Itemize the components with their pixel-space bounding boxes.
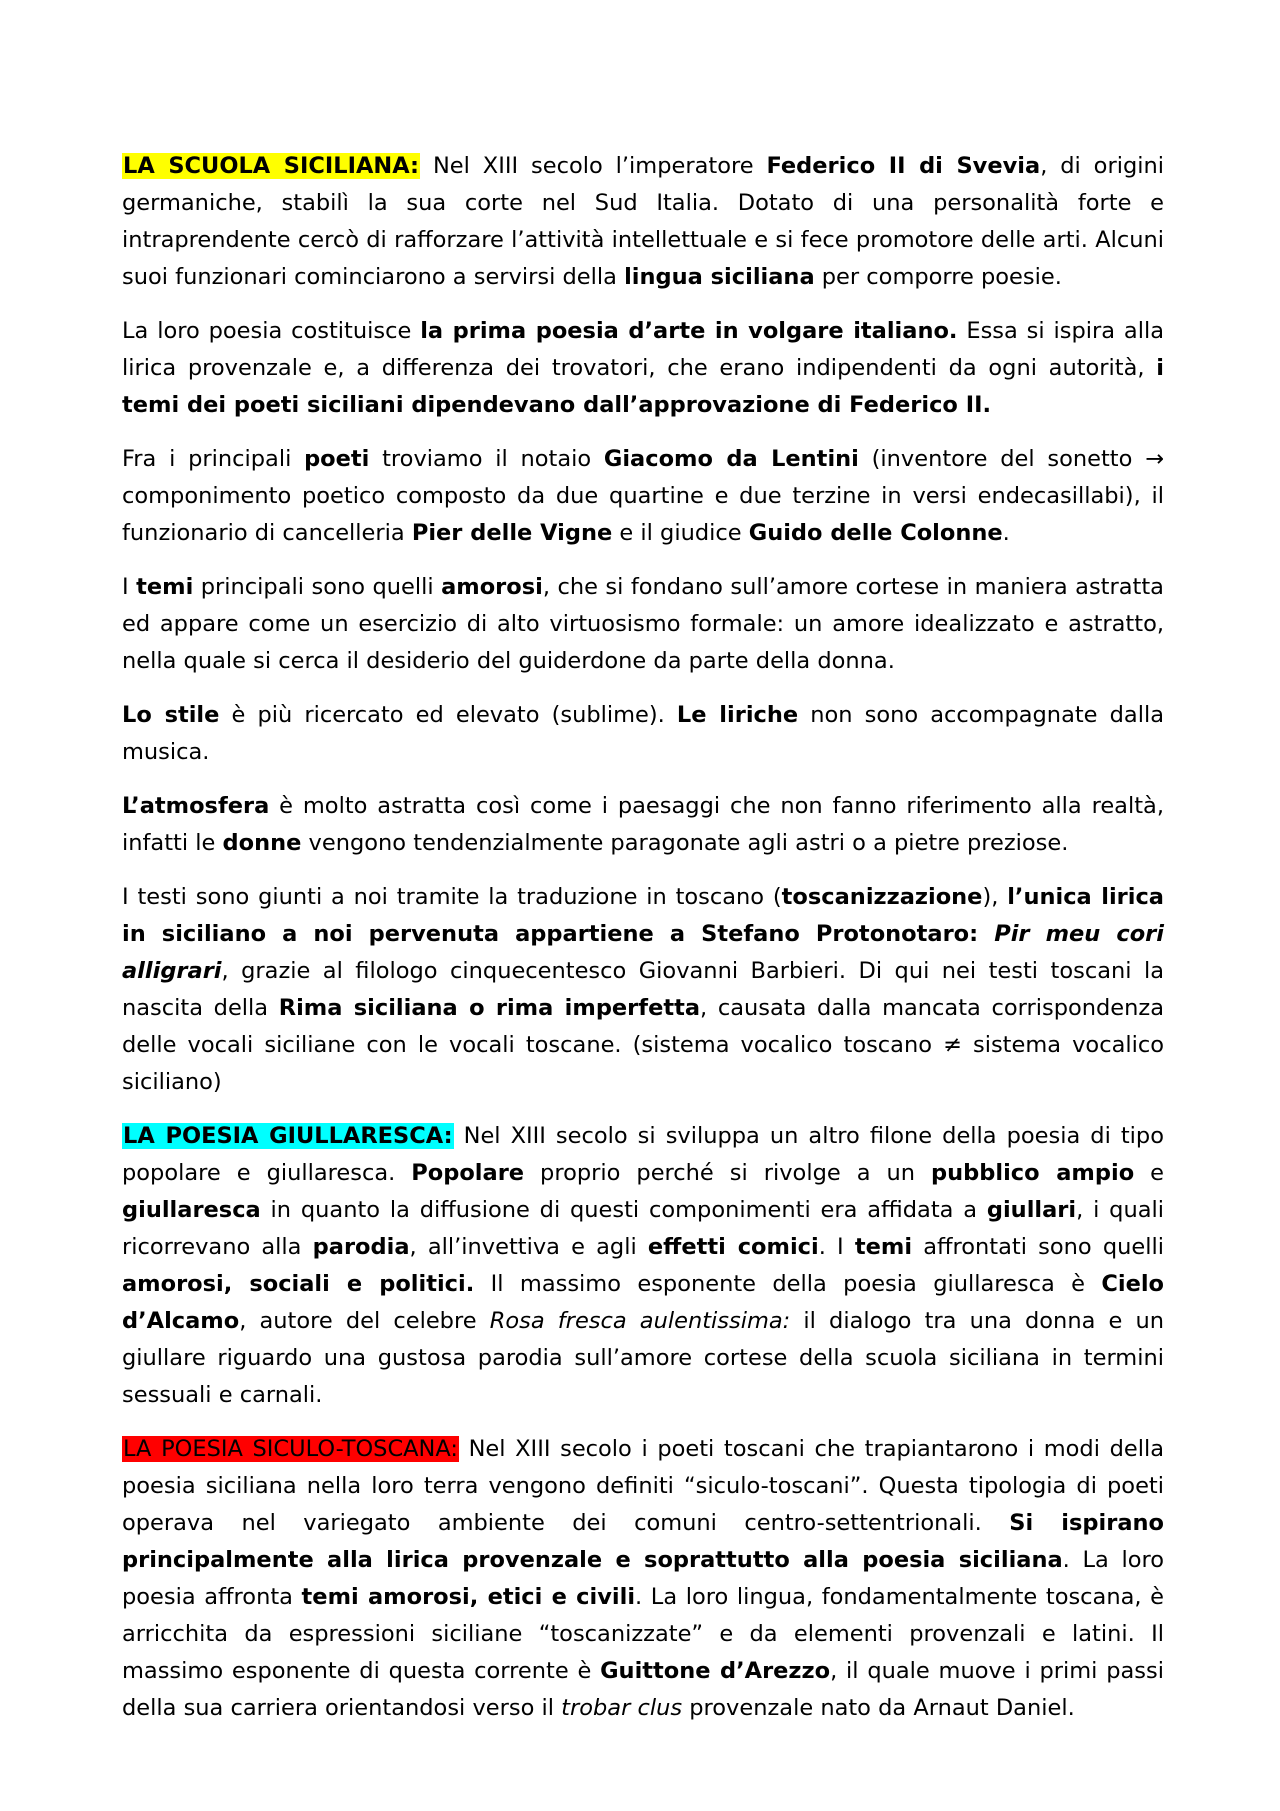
- bold-italic-text: Pir meu cori alligrari: [122, 921, 1164, 984]
- text-run: .: [1002, 520, 1010, 546]
- text-run: . La loro poesia affronta: [122, 1547, 1164, 1610]
- text-run: , all’invettiva e agli: [409, 1234, 648, 1260]
- bold-text: pubblico ampio: [931, 1160, 1135, 1186]
- bold-text: giullari: [986, 1197, 1077, 1223]
- paragraph: [122, 788, 1164, 862]
- section-heading: LA SCUOLA SICILIANA:: [123, 153, 420, 179]
- bold-text: parodia: [312, 1234, 410, 1260]
- text-run: Nel XIII secolo i poeti toscani che trapiantarono i modi della poesia siciliana nella loro terra vengono definiti “siculo-toscani”. Questa tipologia di poeti operava nel variegato ambiente dei comuni centro-settentrionali.: [122, 1436, 1164, 1536]
- text-run: per comporre poesie.: [814, 264, 1062, 290]
- text-run: . I: [818, 1234, 855, 1260]
- text-run: proprio perché si rivolge a un: [524, 1160, 932, 1186]
- bold-text: la prima poesia d’arte in volgare italiano.: [420, 318, 958, 344]
- bold-text: i temi dei poeti siciliani dipendevano dall’approvazione di Federico II.: [122, 355, 1164, 418]
- section-heading: LA POESIA SICULO-TOSCANA:: [123, 1436, 458, 1462]
- text-run: non sono accompagnate dalla musica.: [122, 702, 1164, 765]
- bold-text: temi amorosi, etici e civili: [301, 1584, 636, 1610]
- bold-text: amorosi, sociali e politici.: [122, 1271, 475, 1297]
- bold-text: Le liriche: [676, 702, 799, 728]
- text-run: , di origini germaniche, stabilì la sua corte nel Sud Italia. Dotato di una personalità forte e intraprendente cercò di rafforzare l’attività intellettuale e si fece promotore delle arti. Alcuni suoi funzionari cominciarono a servirsi della: [122, 153, 1164, 290]
- paragraph: [122, 569, 1164, 680]
- text-run: è molto astratta così come i paesaggi che non fanno riferimento alla realtà, infatti le: [122, 793, 1164, 856]
- text-run: e: [1134, 1160, 1165, 1186]
- bold-text: donne: [222, 830, 302, 856]
- italic-text: trobar clus: [561, 1695, 683, 1721]
- paragraph: [122, 879, 1164, 1101]
- bold-text: Federico II di Svevia: [766, 153, 1041, 179]
- text-run: Essa si ispira alla lirica provenzale e, a differenza dei trovatori, che erano indipendenti da ogni autorità,: [122, 318, 1165, 381]
- bold-text: lingua siciliana: [624, 264, 815, 290]
- text-run: Nel XIII secolo l’imperatore: [420, 153, 767, 179]
- text-run: Il massimo esponente della poesia giullaresca è: [474, 1271, 1102, 1297]
- paragraph: [122, 313, 1164, 424]
- text-run: e il giudice: [612, 520, 749, 546]
- document-page: [122, 148, 1164, 1744]
- bold-text: poeti: [304, 446, 370, 472]
- text-run: , il quale muove i primi passi della sua carriera orientandosi verso il: [122, 1658, 1164, 1721]
- text-run: il dialogo tra una donna e un giullare riguardo una gustosa parodia sull’amore cortese della scuola siciliana in termini sessuali e carnali.: [122, 1308, 1165, 1408]
- bold-text: temi: [854, 1234, 913, 1260]
- paragraph: [122, 1431, 1164, 1727]
- text-run: , autore del celebre: [239, 1308, 490, 1334]
- text-run: , che si fondano sull’amore cortese in maniera astratta ed appare come un esercizio di alto virtuosismo formale: un amore idealizzato e astratto, nella quale si cerca il desiderio del guiderdone da parte della donna.: [122, 574, 1164, 674]
- bold-text: Si ispirano principalmente alla lirica provenzale e soprattutto alla poesia siciliana: [122, 1510, 1164, 1573]
- bold-text: Popolare: [411, 1160, 525, 1186]
- bold-text: L’atmosfera: [122, 793, 270, 819]
- text-run: . La loro lingua, fondamentalmente toscana, è arricchita da espressioni siciliane “toscanizzate” e da elementi provenzali e latini. Il massimo esponente di questa corrente è: [122, 1584, 1164, 1684]
- bold-text: amorosi: [441, 574, 543, 600]
- text-run: I testi sono giunti a noi tramite la traduzione in toscano (: [122, 884, 782, 910]
- text-run: Fra i principali: [122, 446, 305, 472]
- bold-text: Guido delle Colonne: [748, 520, 1003, 546]
- bold-text: Guittone d’Arezzo: [600, 1658, 831, 1684]
- paragraph: [122, 1118, 1164, 1414]
- bold-text: temi: [136, 574, 194, 600]
- paragraph: [122, 441, 1164, 552]
- text-run: Nel XIII secolo si sviluppa un altro filone della poesia di tipo popolare e giullaresca.: [122, 1123, 1164, 1186]
- section-heading: LA POESIA GIULLARESCA:: [123, 1123, 453, 1149]
- text-run: ),: [982, 884, 1008, 910]
- bold-text: Giacomo da Lentini: [603, 446, 859, 472]
- text-run: affrontati sono quelli: [912, 1234, 1164, 1260]
- text-run: I: [122, 574, 137, 600]
- bold-text: Lo stile: [122, 702, 220, 728]
- text-run: vengono tendenzialmente paragonate agli astri o a pietre preziose.: [301, 830, 1069, 856]
- bold-text: Cielo d’Alcamo: [122, 1271, 1164, 1334]
- text-run: principali sono quelli: [193, 574, 442, 600]
- text-run: , grazie al filologo cinquecentesco Giovanni Barbieri. Di qui nei testi toscani la nascita della: [122, 958, 1164, 1021]
- bold-text: effetti comici: [647, 1234, 819, 1260]
- bold-text: Rima siciliana o rima imperfetta: [278, 995, 701, 1021]
- italic-text: Rosa fresca aulentissima:: [489, 1308, 791, 1334]
- paragraph: [122, 697, 1164, 771]
- paragraph: [122, 148, 1164, 296]
- text-run: (inventore del sonetto → componimento poetico composto da due quartine e due terzine in versi endecasillabi), il funzionario di cancelleria: [122, 446, 1164, 546]
- text-run: troviamo il notaio: [369, 446, 604, 472]
- text-run: , causata dalla mancata corrispondenza delle vocali siciliane con le vocali toscane. (sistema vocalico toscano ≠ sistema vocalico siciliano): [122, 995, 1164, 1095]
- text-run: è più ricercato ed elevato (sublime).: [219, 702, 677, 728]
- text-run: in quanto la diffusione di questi componimenti era affidata a: [260, 1197, 987, 1223]
- bold-text: l’unica lirica in siciliano a noi pervenuta appartiene a Stefano Protonotaro:: [122, 884, 1164, 947]
- bold-text: Pier delle Vigne: [411, 520, 613, 546]
- text-run: , i quali ricorrevano alla: [122, 1197, 1164, 1260]
- bold-text: giullaresca: [122, 1197, 261, 1223]
- bold-text: toscanizzazione: [781, 884, 983, 910]
- text-run: La loro poesia costituisce: [122, 318, 421, 344]
- text-run: provenzale nato da Arnaut Daniel.: [682, 1695, 1075, 1721]
